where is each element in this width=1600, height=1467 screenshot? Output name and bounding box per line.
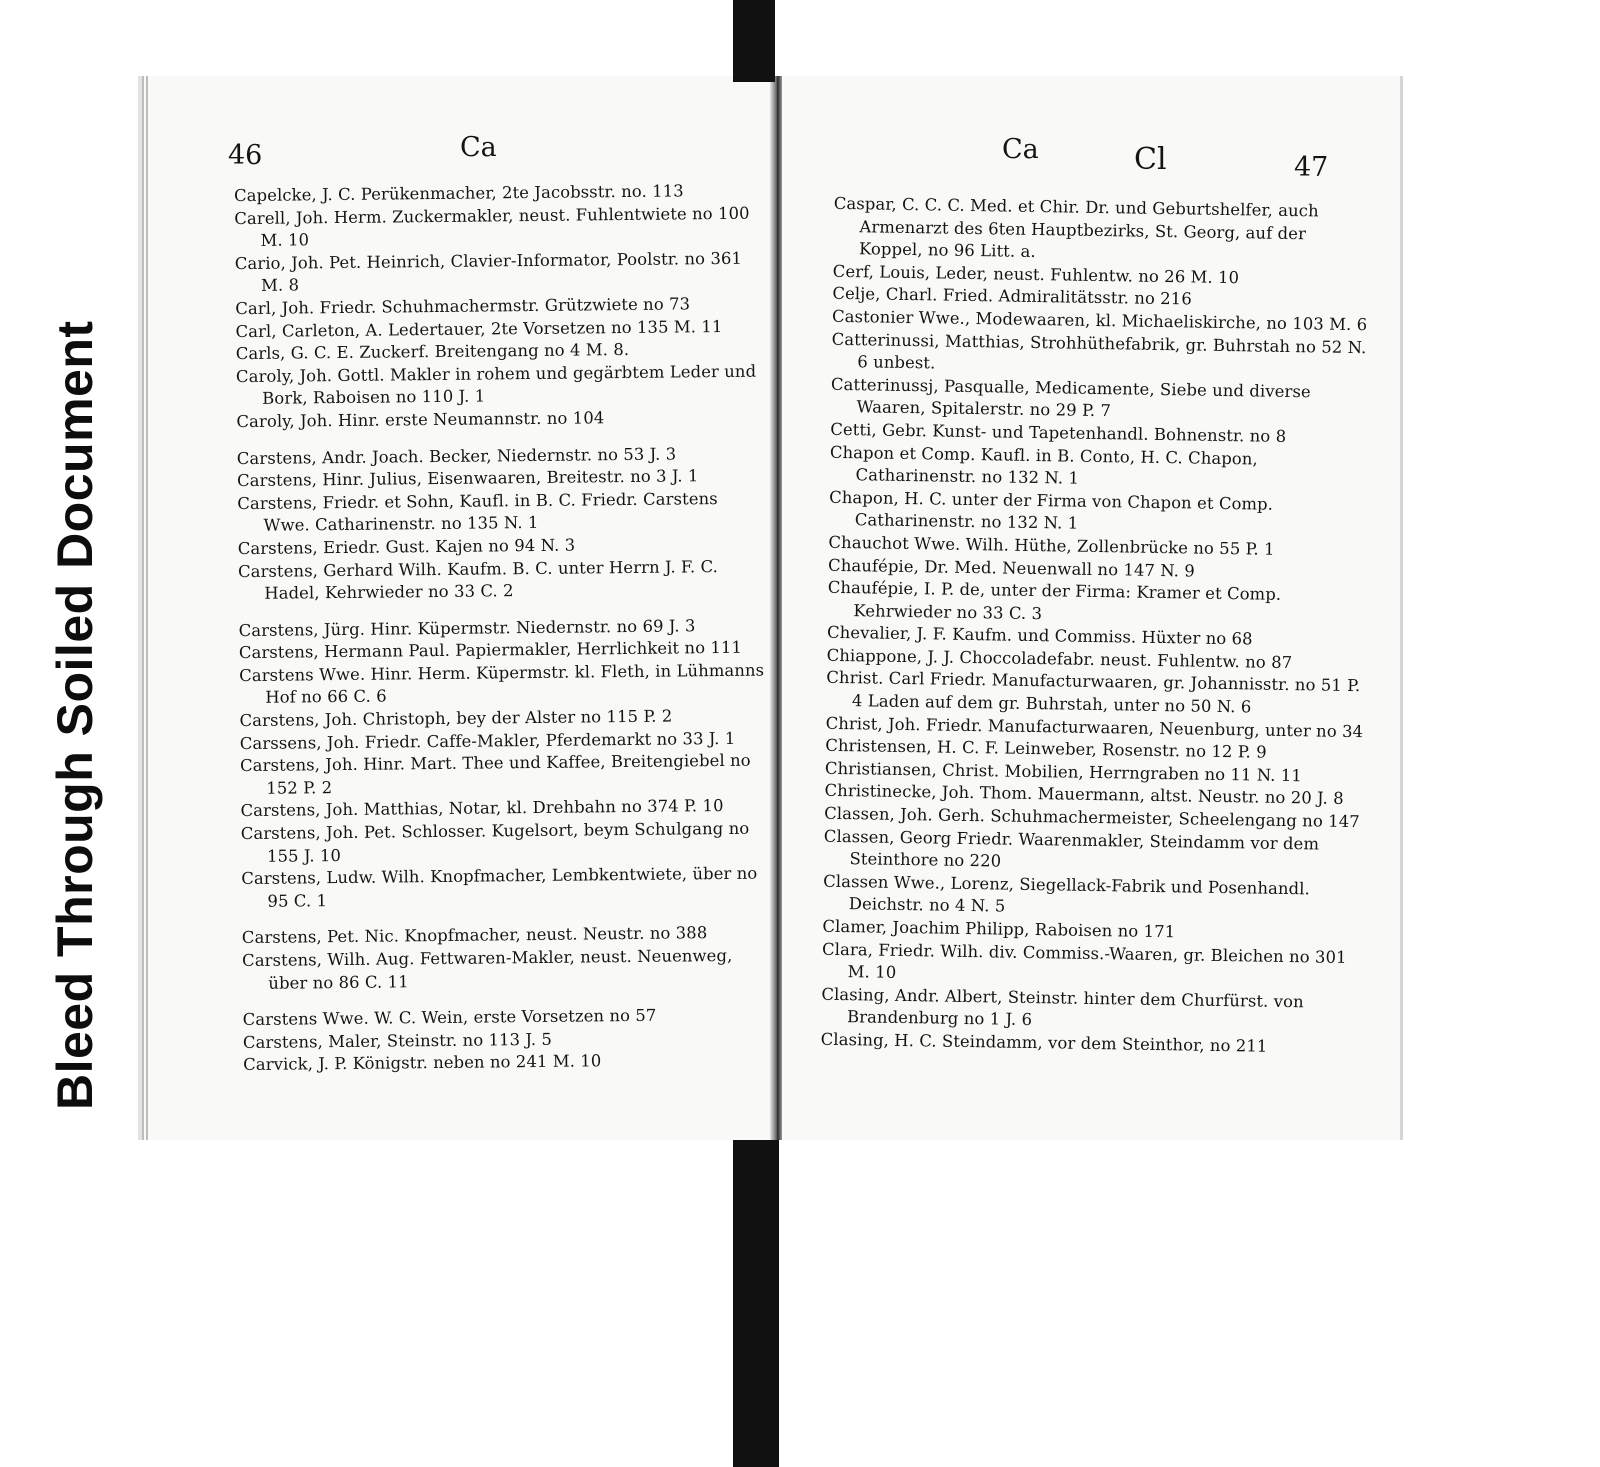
clip-tab-bottom (733, 1140, 779, 1467)
bleed-through-stamp: Bleed Through Soiled Document (47, 320, 103, 1110)
directory-entry: Christiansen, Christ. Mobilien, Herrngraben no 11 N. 11 (824, 758, 1303, 786)
directory-entry: Carstens Wwe. W. C. Wein, erste Vorsetzen no 57 (242, 1005, 657, 1030)
directory-entry: Carstens, Ludw. Wilh. Knopfmacher, Lembkentwiete, über no 95 C. 1 (241, 863, 758, 911)
directory-entry: Carstens, Friedr. et Sohn, Kaufl. in B. C. Friedr. Carstens Wwe. Catharinenstr. no 135 N. 1 (237, 488, 718, 536)
directory-entry: Carell, Joh. Herm. Zuckermakler, neust. Fuhlentwiete no 100 M. 10 (234, 203, 750, 251)
right-page (782, 76, 1403, 1140)
directory-entry: Cerf, Louis, Leder, neust. Fuhlentw. no 26 M. 10 (832, 261, 1240, 287)
directory-entry: Carstens, Jürg. Hinr. Küpermstr. Niedernstr. no 69 J. 3 (238, 615, 696, 640)
directory-entry: Carstens, Joh. Pet. Schlosser. Kugelsort, beym Schulgang no 155 J. 10 (240, 818, 750, 866)
directory-entry: Christensen, H. C. F. Leinweber, Rosenstr. no 12 P. 9 (825, 735, 1267, 762)
directory-entry: Cetti, Gebr. Kunst- und Tapetenhandl. Bohnenstr. no 8 (830, 419, 1287, 446)
left-running-head: Ca (460, 132, 497, 163)
directory-entry: Catterinussi, Matthias, Strohhüthefabrik, gr. Buhrstah no 52 N. 6 unbest. (831, 329, 1367, 373)
directory-entry: Carstens, Joh. Matthias, Notar, kl. Drehbahn no 374 P. 10 (240, 796, 724, 821)
left-entry-list (148, 179, 792, 1078)
right-running-head-ca: Ca (1002, 134, 1039, 165)
directory-entry: Carvick, J. P. Königstr. neben no 241 M. 10 (243, 1051, 602, 1075)
directory-entry: Castonier Wwe., Modewaaren, kl. Michaeliskirche, no 103 M. 6 (831, 306, 1368, 335)
directory-entry: Caroly, Joh. Gottl. Makler in rohem und gegärbtem Leder und Bork, Raboisen no 110 J. 1 (235, 361, 757, 409)
directory-entry: Clamer, Joachim Philipp, Raboisen no 171 (822, 916, 1176, 942)
directory-entry: Carstens, Hinr. Julius, Eisenwaaren, Breitestr. no 3 J. 1 (236, 466, 699, 491)
right-page-number: 47 (1294, 152, 1329, 183)
open-book-scan (142, 76, 1408, 1140)
directory-entry: Carstens, Maler, Steinstr. no 113 J. 5 (242, 1029, 553, 1052)
directory-entry: Caroly, Joh. Hinr. erste Neumannstr. no 104 (236, 408, 605, 432)
clip-tab-top (733, 0, 775, 82)
directory-entry: Carstens, Wilh. Aug. Fettwaren-Makler, neust. Neuenweg, über no 86 C. 11 (242, 945, 733, 993)
directory-entry: Classen, Georg Friedr. Waarenmakler, Steindamm vor dem Steinthore no 220 (823, 826, 1320, 871)
directory-entry: Carstens, Pet. Nic. Knopfmacher, neust. Neustr. no 388 (241, 923, 708, 948)
directory-entry: Carstens, Joh. Christoph, bey der Alster no 115 P. 2 (239, 706, 673, 731)
right-entry-list (769, 192, 1400, 1060)
directory-entry: Classen Wwe., Lorenz, Siegellack-Fabrik und Posenhandl. Deichstr. no 4 N. 5 (823, 871, 1310, 917)
directory-entry: Clasing, H. C. Steindamm, vor dem Steinthor, no 211 (820, 1029, 1268, 1056)
directory-entry: Chevalier, J. F. Kaufm. und Commiss. Hüxter no 68 (826, 623, 1253, 649)
directory-entry: Christ, Joh. Friedr. Manufacturwaaren, Neuenburg, unter no 34 (825, 713, 1364, 741)
directory-entry: Chauchot Wwe. Wilh. Hüthe, Zollenbrücke no 55 P. 1 (828, 532, 1275, 559)
left-page (142, 76, 783, 1140)
directory-entry: Carls, G. C. E. Zuckerf. Breitengang no 4 M. 8. (235, 340, 630, 364)
directory-entry: Catterinussj, Pasqualle, Medicamente, Siebe und diverse Waaren, Spitalerstr. no 29 P. 7 (830, 374, 1311, 421)
directory-entry: Clasing, Andr. Albert, Steinstr. hinter dem Churfürst. von Brandenburg no 1 J. 6 (821, 984, 1304, 1030)
directory-entry: Classen, Joh. Gerh. Schuhmachermeister, Scheelengang no 147 (824, 803, 1360, 832)
directory-entry: Carstens, Andr. Joach. Becker, Niedernstr. no 53 J. 3 (236, 444, 677, 468)
directory-entry: Cario, Joh. Pet. Heinrich, Clavier-Informator, Poolstr. no 361 M. 8 (234, 248, 743, 296)
directory-entry: Chapon, H. C. unter der Firma von Chapon et Comp. Catharinenstr. no 132 N. 1 (829, 487, 1274, 534)
directory-entry: Carstens, Hermann Paul. Papiermakler, Herrlichkeit no 111 (238, 638, 743, 663)
directory-entry: Carssens, Joh. Friedr. Caffe-Makler, Pferdemarkt no 33 J. 1 (239, 728, 736, 753)
directory-entry: Carstens, Gerhard Wilh. Kaufm. B. C. unter Herrn J. F. C. Hadel, Kehrwieder no 33 C. 2 (237, 556, 719, 603)
directory-entry: Christinecke, Joh. Thom. Mauermann, altst. Neustr. no 20 J. 8 (824, 781, 1344, 809)
directory-entry: Caspar, C. C. C. Med. et Chir. Dr. und Geburtshelfer, auch Armenarzt des 6ten Hauptbezirks, St. Georg, auf der Koppel, no 96 Litt. a. (833, 193, 1319, 262)
directory-entry: Carl, Joh. Friedr. Schuhmachermstr. Grützwiete no 73 (235, 294, 691, 319)
directory-entry: Chaufépie, Dr. Med. Neuenwall no 147 N. 9 (828, 555, 1196, 581)
directory-entry: Chapon et Comp. Kaufl. in B. Conto, H. C. Chapon, Catharinenstr. no 132 N. 1 (829, 442, 1258, 488)
directory-entry: Chiappone, J. J. Choccoladefabr. neust. Fuhlentw. no 87 (826, 645, 1293, 672)
directory-entry: Carstens, Joh. Hinr. Mart. Thee und Kaffee, Breitengiebel no 152 P. 2 (239, 750, 751, 798)
directory-entry: Christ. Carl Friedr. Manufacturwaaren, gr. Johannisstr. no 51 P. 4 Laden auf dem gr. Buhrstah, unter no 50 N. 6 (826, 668, 1361, 717)
directory-entry: Celje, Charl. Fried. Admiralitätsstr. no 216 (832, 284, 1192, 309)
directory-entry: Carstens Wwe. Hinr. Herm. Küpermstr. kl. Fleth, in Lühmanns Hof no 66 C. 6 (239, 660, 765, 708)
right-running-head-cl: Cl (1134, 142, 1167, 177)
directory-entry: Clara, Friedr. Wilh. div. Commiss.-Waaren, gr. Bleichen no 301 M. 10 (821, 939, 1347, 983)
directory-entry: Capelcke, J. C. Perükenmacher, 2te Jacobsstr. no. 113 (234, 181, 684, 206)
left-page-number: 46 (228, 140, 263, 171)
directory-entry: Carl, Carleton, A. Ledertauer, 2te Vorsetzen no 135 M. 11 (235, 316, 723, 341)
directory-entry: Carstens, Eriedr. Gust. Kajen no 94 N. 3 (237, 535, 576, 558)
directory-entry: Chaufépie, I. P. de, unter der Firma: Kramer et Comp. Kehrwieder no 33 C. 3 (827, 577, 1282, 623)
